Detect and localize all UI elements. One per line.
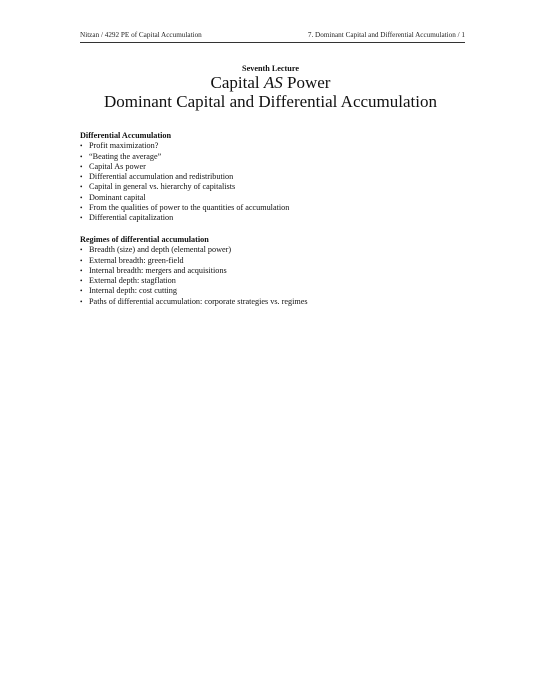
- bullet-icon: •: [80, 193, 83, 202]
- bullet-icon: •: [80, 266, 83, 275]
- title-emphasis: AS: [263, 73, 283, 92]
- bullet-icon: •: [80, 277, 83, 286]
- bullet-icon: •: [80, 183, 83, 192]
- running-header: [80, 31, 465, 40]
- lecture-label: Seventh Lecture: [242, 64, 299, 73]
- bullet-icon: •: [80, 204, 83, 213]
- bullet-icon: •: [80, 152, 83, 161]
- list-item: [80, 213, 480, 223]
- bullet-icon: •: [80, 256, 83, 265]
- list-item-text: “Beating the average”: [89, 151, 162, 161]
- list-item: [80, 286, 480, 296]
- bullet-icon: •: [80, 287, 83, 296]
- list-item-text: Differential accumulation and redistribution: [89, 172, 234, 182]
- bullet-icon: •: [80, 162, 83, 171]
- bullet-list: [80, 245, 480, 307]
- list-item: [80, 245, 480, 255]
- list-item-text: Dominant capital: [89, 192, 146, 202]
- list-item: [80, 203, 480, 213]
- list-item-text: External breadth: green-field: [89, 255, 184, 265]
- list-item-text: Breadth (size) and depth (elemental power): [89, 245, 232, 255]
- list-item: [80, 193, 480, 203]
- header-right: 7. Dominant Capital and Differential Accumulation / 1: [307, 31, 465, 39]
- bullet-icon: •: [80, 214, 83, 223]
- title-part1: Capital: [210, 73, 264, 92]
- section-heading: Differential Accumulation: [80, 131, 172, 140]
- page-subtitle: Dominant Capital and Differential Accumulation: [104, 92, 437, 111]
- list-item: [80, 141, 480, 151]
- bullet-icon: •: [80, 246, 83, 255]
- list-item-text: Profit maximization?: [89, 141, 159, 151]
- list-item: [80, 162, 480, 172]
- section-heading: Regimes of differential accumulation: [80, 235, 209, 244]
- list-item: [80, 256, 480, 266]
- bullet-list: [80, 141, 480, 223]
- list-item: [80, 276, 480, 286]
- list-item: [80, 266, 480, 276]
- header-left: Nitzan / 4292 PE of Capital Accumulation: [80, 31, 202, 39]
- bullet-icon: •: [80, 297, 83, 306]
- list-item-text: Capital As power: [89, 161, 146, 171]
- bullet-icon: •: [80, 142, 83, 151]
- list-item-text: Differential capitalization: [89, 213, 174, 223]
- list-item-text: Internal depth: cost cutting: [89, 286, 177, 296]
- list-item-text: From the qualities of power to the quantities of accumulation: [89, 203, 290, 213]
- list-item: [80, 297, 480, 307]
- title-part2: Power: [282, 73, 331, 92]
- header-rule: [80, 42, 465, 43]
- list-item-text: External depth: stagflation: [89, 276, 176, 286]
- list-item-text: Capital in general vs. hierarchy of capitalists: [89, 182, 236, 192]
- list-item-text: Internal breadth: mergers and acquisitions: [89, 265, 227, 275]
- page-title: [0, 73, 541, 93]
- section-differential-accumulation: [80, 131, 480, 224]
- section-regimes: [80, 235, 480, 307]
- list-item-text: Paths of differential accumulation: corporate strategies vs. regimes: [89, 296, 308, 306]
- list-item: [80, 152, 480, 162]
- list-item: [80, 172, 480, 182]
- list-item: [80, 182, 480, 192]
- bullet-icon: •: [80, 173, 83, 182]
